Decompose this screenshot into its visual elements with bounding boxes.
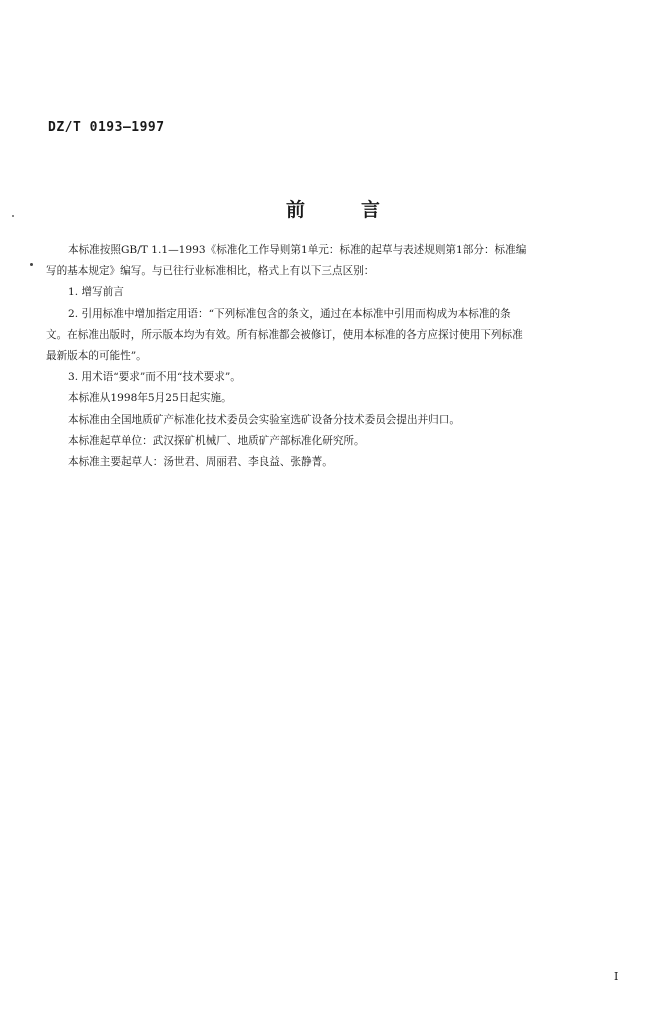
scan-speck xyxy=(30,263,33,266)
paragraph-line: 本标准主要起草人：汤世君、周丽君、李良益、张静菁。 xyxy=(68,456,333,469)
foreword-title: 前言 xyxy=(285,199,436,221)
list-item: 1. 增写前言 xyxy=(68,286,124,299)
paragraph-line: 本标准起草单位：武汉探矿机械厂、地质矿产部标准化研究所。 xyxy=(68,434,365,447)
foreword-body xyxy=(46,240,656,473)
paragraph-line: 本标准由全国地质矿产标准化技术委员会实验室选矿设备分技术委员会提出并归口。 xyxy=(68,413,460,426)
paragraph-line: 本标准从1998年5月25日起实施。 xyxy=(68,392,232,405)
paragraph-line: 最新版本的可能性”。 xyxy=(46,350,147,363)
list-item: 2. 引用标准中增加指定用语：“下列标准包含的条文，通过在本标准中引用而构成为本标准的条 xyxy=(68,307,511,320)
paragraph-line: 本标准按照GB/T 1.1—1993《标准化工作导则第1单元：标准的起草与表述规则第1部分：标准编 xyxy=(68,244,527,256)
list-item: 3. 用术语“要求”而不用“技术要求”。 xyxy=(68,371,241,384)
standard-code: DZ/T 0193—1997 xyxy=(48,120,165,135)
paragraph-line: 文。在标准出版时，所示版本均为有效。所有标准都会被修订，使用本标准的各方应探讨使用下列标准 xyxy=(46,328,523,341)
page-number: I xyxy=(614,970,619,983)
paragraph-line: 写的基本规定》编写。与已往行业标准相比，格式上有以下三点区别： xyxy=(46,265,375,278)
